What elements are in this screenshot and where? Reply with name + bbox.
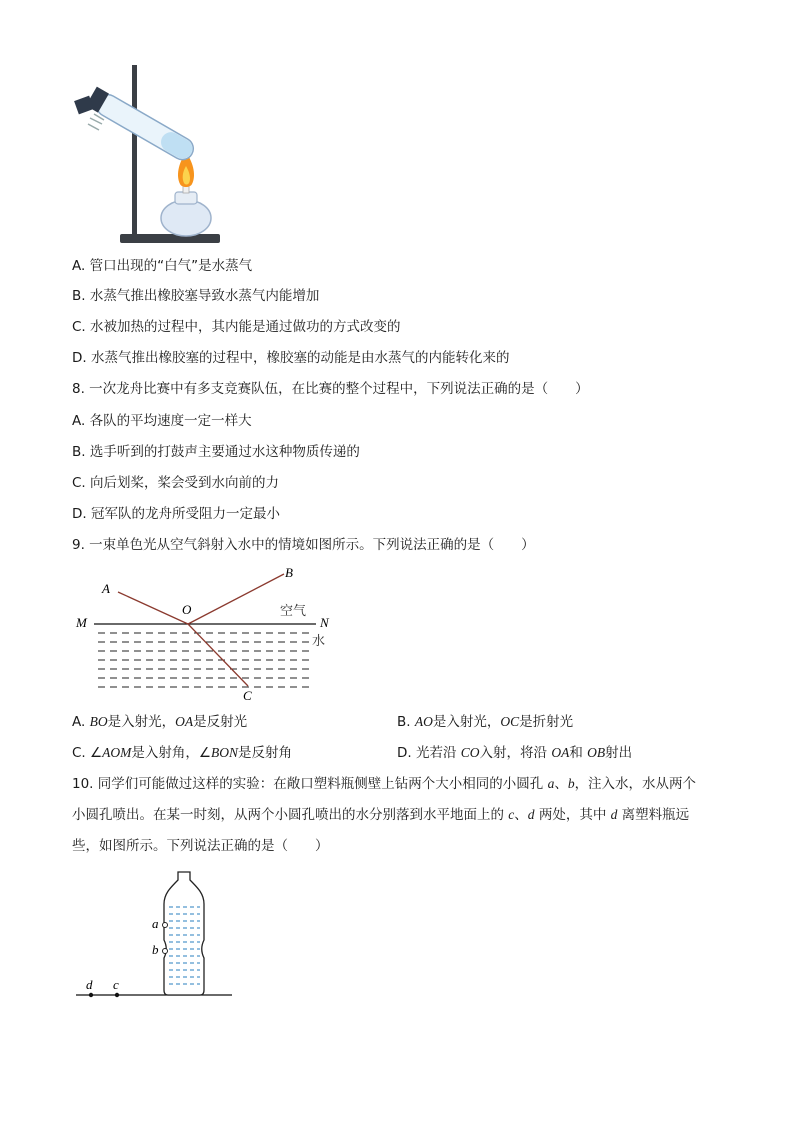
q10-line2-sep: 、 xyxy=(514,807,528,823)
lamp-body xyxy=(161,200,211,236)
hole-a-label: a xyxy=(152,916,159,931)
label-n: N xyxy=(320,615,329,630)
q9-option-b-prefix: B. xyxy=(397,714,415,730)
label-b: B xyxy=(285,565,293,580)
point-d xyxy=(89,993,93,997)
q10-line1-var-a: a xyxy=(547,776,555,791)
point-c xyxy=(115,993,119,997)
q8-option-a: A. 各队的平均速度一定一样大 xyxy=(72,413,252,429)
q9-option-c xyxy=(72,744,292,762)
q9-option-c-prefix: C. ∠ xyxy=(72,745,103,761)
q9-option-d-var1: CO xyxy=(460,745,480,760)
q9-option-b-text2: 是折射光 xyxy=(519,714,574,730)
bottle-figure xyxy=(72,866,237,1001)
q9-option-a-text1: 是入射光， xyxy=(107,714,176,730)
q9-option-b-text1: 是入射光， xyxy=(432,714,501,730)
q8-option-d: D. 冠军队的龙舟所受阻力一定最小 xyxy=(72,506,280,522)
hole-a xyxy=(163,923,168,928)
heating-apparatus-figure xyxy=(68,60,238,250)
q9-option-d-text1: 入射，将沿 xyxy=(479,745,552,761)
hole-b-label: b xyxy=(152,942,159,957)
q9-option-b-var2: OC xyxy=(500,714,520,729)
q9-option-a-text2: 是反射光 xyxy=(193,714,248,730)
q10-line1-part1: 10. 同学们可能做过这样的实验：在敞口塑料瓶侧壁上钻两个大小相同的小圆孔 xyxy=(72,776,548,792)
q8-stem: 8. 一次龙舟比赛中有多支竞赛队伍，在比赛的整个过程中，下列说法正确的是（ ） xyxy=(72,381,589,397)
q10-stem-line3: 些，如图所示。下列说法正确的是（ ） xyxy=(72,838,329,854)
q7-option-d: D. 水蒸气推出橡胶塞的过程中，橡胶塞的动能是由水蒸气的内能转化来的 xyxy=(72,350,510,366)
q10-line2-var-c: c xyxy=(508,807,515,822)
lamp-neck xyxy=(175,192,197,204)
point-d-label: d xyxy=(86,977,93,992)
q10-line2-part2: 两处，其中 xyxy=(534,807,611,823)
q9-option-c-text2: 是反射角 xyxy=(237,745,292,761)
q10-line2-var-d2: d xyxy=(610,807,618,822)
q9-option-a-var2: OA xyxy=(175,714,194,729)
label-o: O xyxy=(182,602,192,617)
q9-option-b xyxy=(397,713,573,731)
label-air: 空气 xyxy=(280,604,307,619)
refraction-figure xyxy=(72,562,342,707)
q10-line2-part3: 离塑料瓶远 xyxy=(617,807,690,823)
q7-option-c: C. 水被加热的过程中，其内能是通过做功的方式改变的 xyxy=(72,319,401,335)
ray-ao xyxy=(118,592,188,624)
q7-option-a: A. 管口出现的“白气”是水蒸气 xyxy=(72,258,253,274)
label-a: A xyxy=(102,581,110,596)
q9-option-c-var2: BON xyxy=(210,745,238,760)
label-water: 水 xyxy=(312,634,326,649)
q10-line1-part2: ，注入水，水从两个 xyxy=(574,776,697,792)
q9-option-a xyxy=(72,713,247,731)
label-c: C xyxy=(243,688,252,703)
q10-line1-sep: 、 xyxy=(554,776,568,792)
q10-stem-line1 xyxy=(72,775,696,793)
q9-option-d-var2: OA xyxy=(551,745,570,760)
q9-option-d xyxy=(397,744,632,762)
point-c-label: c xyxy=(113,977,119,992)
q9-option-d-prefix: D. 光若沿 xyxy=(397,745,461,761)
label-m: M xyxy=(76,615,87,630)
q10-line2-part1: 小圆孔喷出。在某一时刻，从两个小圆孔喷出的水分别落到水平地面上的 xyxy=(72,807,509,823)
q9-option-d-text2: 和 xyxy=(569,745,588,761)
q8-option-c: C. 向后划桨，桨会受到水向前的力 xyxy=(72,475,280,491)
stand-rod xyxy=(132,65,137,237)
q7-option-b: B. 水蒸气推出橡胶塞导致水蒸气内能增加 xyxy=(72,288,320,304)
q10-stem-line2 xyxy=(72,806,689,824)
q8-option-b: B. 选手听到的打鼓声主要通过水这种物质传递的 xyxy=(72,444,360,460)
ray-ob xyxy=(188,574,284,624)
hole-b xyxy=(163,949,168,954)
q10-line1-var-b: b xyxy=(567,776,575,791)
q10-line2-var-d: d xyxy=(527,807,535,822)
steam-lines xyxy=(88,114,104,130)
lamp-wick xyxy=(183,186,189,193)
q9-option-c-var1: AOM xyxy=(102,745,132,760)
q9-option-d-var3: OB xyxy=(587,745,606,760)
q9-option-a-prefix: A. xyxy=(72,714,90,730)
q9-option-b-var1: AO xyxy=(414,714,433,729)
q9-stem: 9. 一束单色光从空气斜射入水中的情境如图所示。下列说法正确的是（ ） xyxy=(72,537,535,553)
q9-option-d-text3: 射出 xyxy=(605,745,633,761)
q9-option-c-text1: 是入射角，∠ xyxy=(131,745,211,761)
q9-option-a-var1: BO xyxy=(89,714,108,729)
